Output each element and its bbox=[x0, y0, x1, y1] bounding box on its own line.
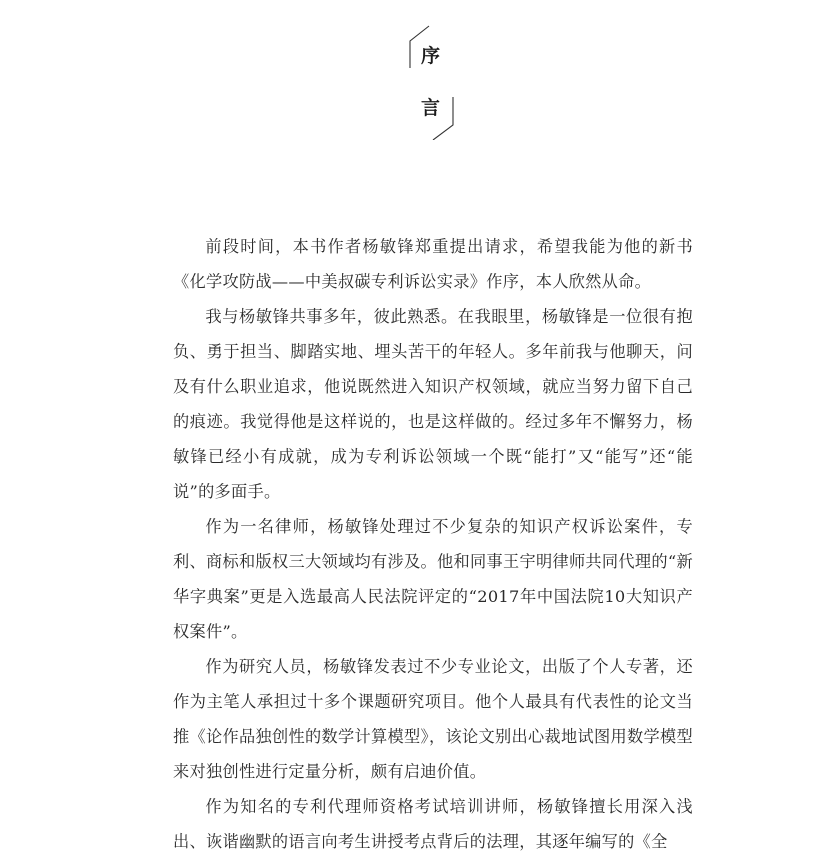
heading-char-2: 言 bbox=[421, 97, 441, 119]
paragraph-4: 作为研究人员，杨敏锋发表过不少专业论文，出版了个人专著，还作为主笔人承担过十多个课题研究项目。他个人最具有代表性的论文当推《论作品独创性的数学计算模型》，该论文别出心裁地试图用数学模型来对独创性进行定量分析，颇有启迪价值。 bbox=[173, 657, 693, 781]
preface-heading bbox=[405, 25, 457, 140]
heading-bracket-ornament bbox=[405, 25, 457, 140]
heading-char-1: 序 bbox=[421, 45, 441, 67]
paragraph-5: 作为知名的专利代理师资格考试培训讲师，杨敏锋擅长用深入浅出、诙谐幽默的语言向考生讲授考点背后的法理，其逐年编写的《全 bbox=[173, 797, 693, 851]
preface-body bbox=[173, 229, 693, 859]
paragraph-1: 前段时间，本书作者杨敏锋郑重提出请求，希望我能为他的新书《化学攻防战——中美叔碳专利诉讼实录》作序，本人欣然从命。 bbox=[173, 237, 693, 291]
paragraph-3: 作为一名律师，杨敏锋处理过不少复杂的知识产权诉讼案件，专利、商标和版权三大领域均有涉及。他和同事王宇明律师共同代理的“新华字典案”更是入选最高人民法院评定的“2017年中国法院10大知识产权案件”。 bbox=[173, 517, 693, 641]
paragraph-2: 我与杨敏锋共事多年，彼此熟悉。在我眼里，杨敏锋是一位很有抱负、勇于担当、脚踏实地、埋头苦干的年轻人。多年前我与他聊天，问及有什么职业追求，他说既然进入知识产权领域，就应当努力留下自己的痕迹。我觉得他是这样说的，也是这样做的。经过多年不懈努力，杨敏锋已经小有成就，成为专利诉讼领域一个既“能打”又“能写”还“能说”的多面手。 bbox=[173, 307, 693, 501]
